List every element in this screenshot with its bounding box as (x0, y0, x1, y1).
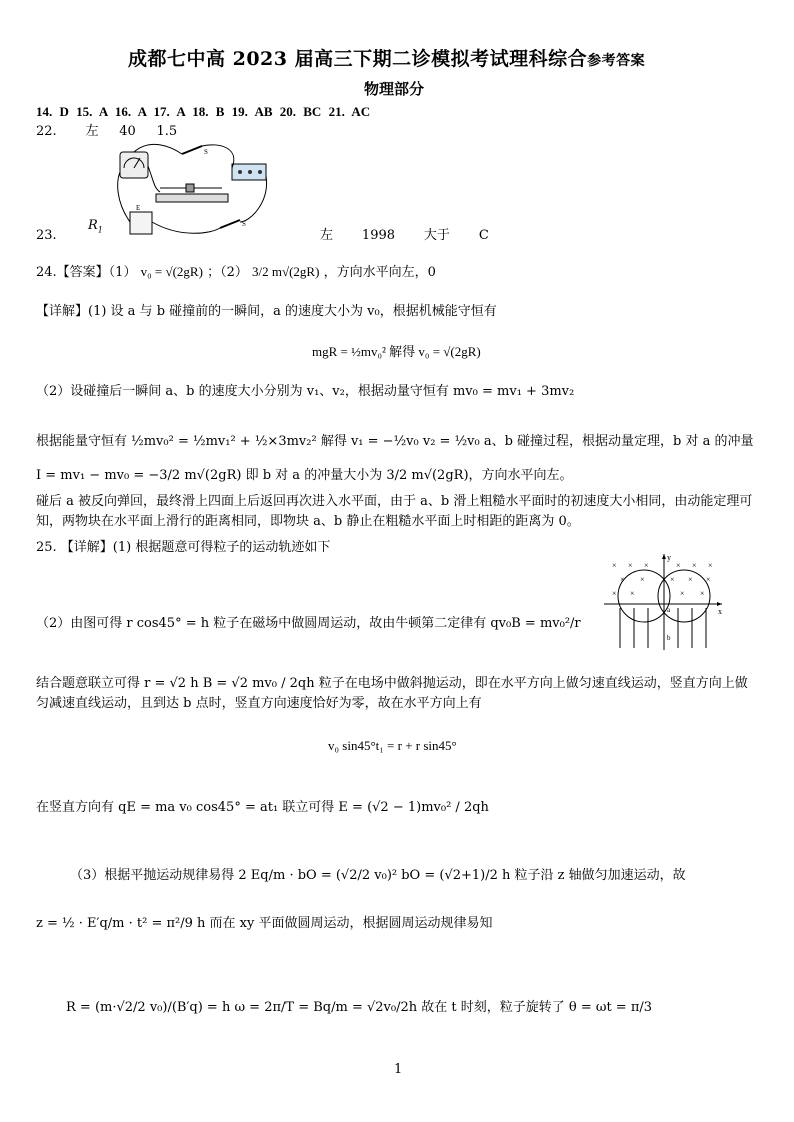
svg-text:×: × (680, 589, 685, 598)
svg-text:×: × (688, 575, 693, 584)
q25-circular: R = (m·√2/2 v₀)/(B′q) = h ω = 2π/T = Bq/m = √2v₀/2h 故在 t 时刻，粒子旋转了 θ = ωt = π/3 (66, 1000, 653, 1015)
multiple-choice-answers: 14. D 15. A 16. A 17. A 18. B 19. AB 20. BC 21. AC (36, 104, 371, 119)
q25-z-motion: z = ½ · E′q/m · t² = π²/9 h 而在 xy 平面做圆周运动，根据圆周运动规律易知 (36, 916, 493, 931)
svg-text:×: × (640, 575, 645, 584)
svg-text:×: × (630, 589, 635, 598)
svg-text:×: × (708, 561, 713, 570)
svg-text:a: a (667, 606, 671, 614)
svg-text:×: × (676, 561, 681, 570)
svg-text:×: × (700, 589, 705, 598)
svg-text:×: × (612, 561, 617, 570)
svg-text:x: x (718, 607, 722, 616)
svg-text:×: × (612, 589, 617, 598)
page-title: 成都七中高 2023 届高三下期二诊模拟考试理科综合参考答案 (128, 48, 646, 70)
svg-text:S: S (204, 148, 208, 156)
q25-part2-cont: 结合题意联立可得 r = √2 h B = √2 mv₀ / 2qh 粒子在电场中做斜抛运动，即在水平方向上做匀速直线运动，竖直方向上做匀减速直线运动，且到达 b 点时，竖直方向速度恰好为零，故在水平方向上有 (36, 676, 748, 711)
q22-answer: 22. 左 40 1.5 (36, 124, 178, 139)
q25-head: 25. 【详解】(1) 根据题意可得粒子的运动轨迹如下 (36, 540, 331, 555)
q23-answers: 左 1998 大于 C (320, 228, 489, 243)
svg-text:×: × (670, 575, 675, 584)
svg-text:y: y (667, 553, 671, 562)
q24-detail-1: 【详解】(1) 设 a 与 b 碰撞前的一瞬间，a 的速度大小为 v₀，根据机械能守恒有 (36, 304, 497, 319)
q24-eq-energy: mgR = ½mv₀² 解得 v₀ = √(2gR) (312, 344, 481, 359)
svg-text:E: E (136, 204, 141, 212)
q25-eq-horizontal: v₀ sin45°t₁ = r + r sin45° (328, 738, 457, 753)
q25-vertical: 在竖直方向有 qE = ma v₀ cos45° = at₁ 联立可得 E = (√2 − 1)mv₀² / 2qh (36, 800, 489, 815)
trajectory-diagram (600, 552, 726, 652)
page-number: 1 (394, 1062, 403, 1077)
q24-detail-4: I = mv₁ − mv₀ = −3/2 m√(2gR) 即 b 对 a 的冲量大小为 3/2 m√(2gR)，方向水平向左。 (36, 468, 573, 483)
q24-ans1: v₀ = √(2gR) (140, 264, 203, 279)
q24-detail-3: 根据能量守恒有 ½mv₀² = ½mv₁² + ½×3mv₂² 解得 v₁ = −½v₀ v₂ = ½v₀ a、b 碰撞过程，根据动量定理，b 对 a 的冲量 (36, 434, 754, 449)
svg-text:b: b (667, 634, 671, 642)
r1-label: $R_1$ (88, 218, 103, 235)
svg-text:S: S (242, 220, 246, 228)
q24-answer-line: 24.【答案】（1） v₀ = √(2gR) ；（2） 3/2 m√(2gR) ，方向水平向左，0 (36, 264, 436, 280)
section-title: 物理部分 (364, 80, 425, 98)
svg-text:×: × (620, 575, 625, 584)
q25-part3: （3）根据平抛运动规律易得 2 Eq/m · bO = (√2/2 v₀)² bO = (√2+1)/2 h 粒子沿 z 轴做匀加速运动，故 (70, 868, 686, 883)
q24-detail-5: 碰后 a 被反向弹回，最终滑上四面上后返回再次进入水平面，由于 a、b 滑上粗糙水平面时的初速度大小相同，由动能定理可知，两物块在水平面上滑行的距离相同，即物块 a、b 静止在粗糙水平面上时相距的距离为 0。 (36, 494, 753, 529)
q24-detail-2: （2）设碰撞后一瞬间 a、b 的速度大小分别为 v₁、v₂，根据动量守恒有 mv₀ = mv₁ + 3mv₂ (36, 384, 575, 399)
svg-text:×: × (692, 561, 697, 570)
q23-number: 23. (36, 228, 57, 243)
svg-text:×: × (706, 575, 711, 584)
circuit-diagram (110, 142, 270, 238)
q24-ans2: 3/2 m√(2gR) (251, 264, 320, 279)
svg-text:×: × (644, 561, 649, 570)
q25-part2: （2）由图可得 r cos45° = h 粒子在磁场中做圆周运动，故由牛顿第二定律有 qv₀B = mv₀²/r (36, 616, 581, 631)
svg-text:×: × (628, 561, 633, 570)
